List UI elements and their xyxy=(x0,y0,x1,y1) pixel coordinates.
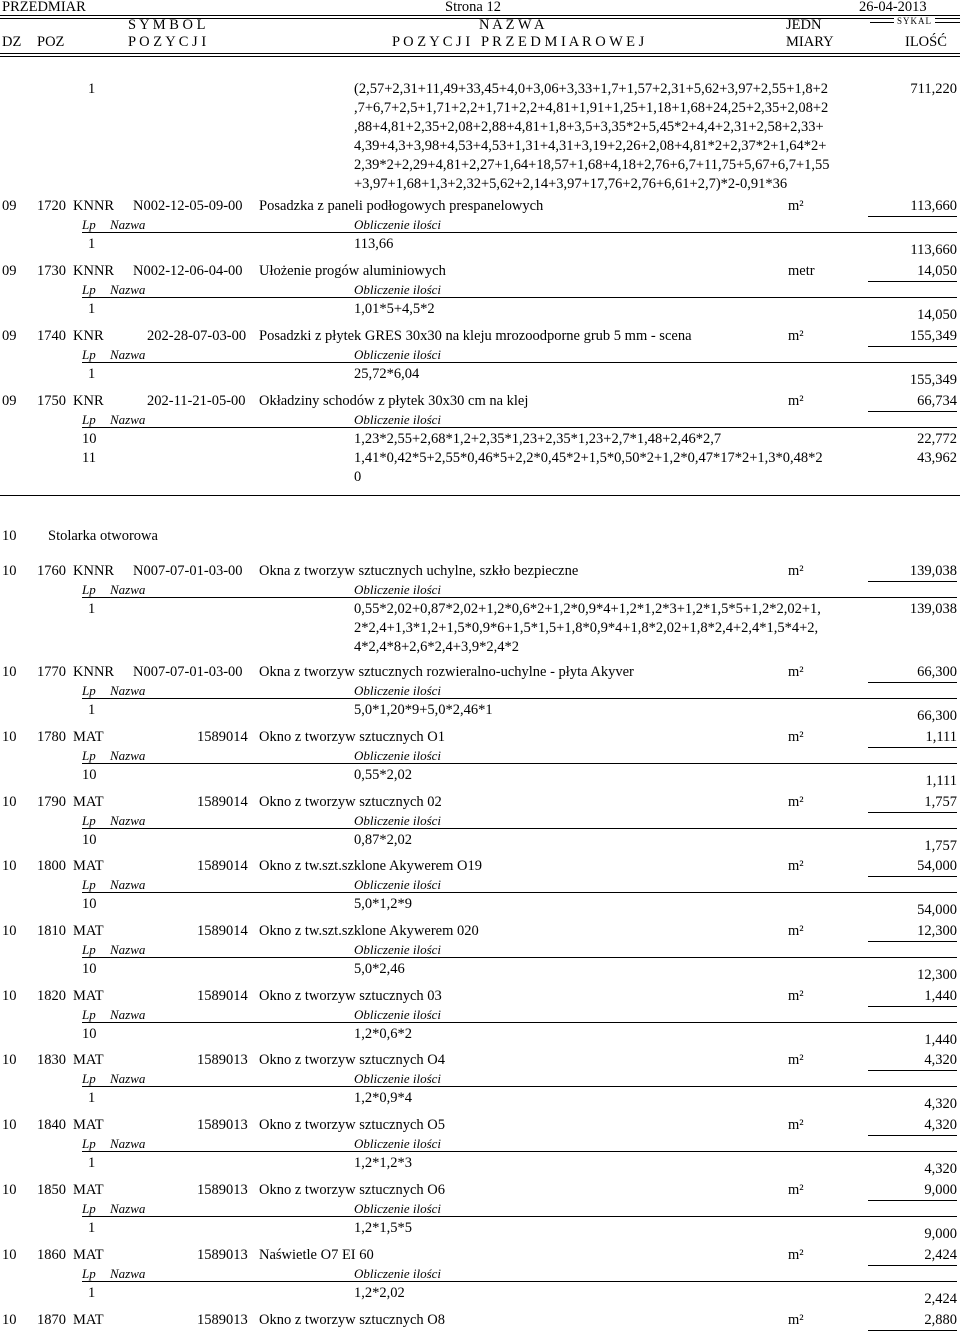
item-dz: 09 xyxy=(2,328,17,344)
item-poz: 1740 xyxy=(37,328,66,344)
item-code: 1589013 xyxy=(197,1182,248,1198)
item-poz: 1800 xyxy=(37,858,66,874)
calc-label-lp: Lp xyxy=(82,1007,96,1022)
calc-label-nazwa: Nazwa xyxy=(110,748,146,763)
total-underline xyxy=(868,1135,957,1136)
item-name: Okno z tworzyw sztucznych 03 xyxy=(259,988,442,1004)
item-code: N007-07-01-03-00 xyxy=(133,563,243,579)
calc-label-nazwa: Nazwa xyxy=(110,282,146,297)
calc-label-obliczenie: Obliczenie ilości xyxy=(354,877,442,892)
item-dz: 10 xyxy=(2,988,17,1004)
item-name: Okładziny schodów z płytek 30x30 cm na klej xyxy=(259,393,529,409)
calc-expression-line: +3,97+1,68+1,3+2,32+5,62+2,14+3,97+17,76+2,76+6,61+2,7)*2-0,91*36 xyxy=(354,176,788,192)
header-bottom-rule xyxy=(0,53,960,57)
calc-value: 9,000 xyxy=(924,1226,957,1242)
item-source: KNNR xyxy=(73,198,115,214)
item-source: KNR xyxy=(73,328,104,344)
calc-expression-line: ,7+6,7+2,5+1,71+2,2+1,71+2,2+4,81+1,91+1,25+1,18+1,68+24,25+2,35+2,08+2 xyxy=(354,100,829,116)
total-underline xyxy=(868,581,957,582)
item-total: 4,320 xyxy=(924,1117,957,1133)
calc-label-lp: Lp xyxy=(82,347,96,362)
item-code: 1589014 xyxy=(197,858,248,874)
calc-expression-line: 0,55*2,02 xyxy=(354,767,412,783)
calc-value: 4,320 xyxy=(924,1161,957,1177)
calc-expression-line: 0 xyxy=(354,469,362,485)
total-underline xyxy=(868,216,957,217)
calc-label-nazwa: Nazwa xyxy=(110,1136,146,1151)
section-title: Stolarka otworowa xyxy=(48,528,158,544)
item-source: KNNR xyxy=(73,263,115,279)
col-header-symbol: S Y M B O L xyxy=(128,17,206,33)
calc-label-obliczenie: Obliczenie ilości xyxy=(354,683,442,698)
calc-label-obliczenie: Obliczenie ilości xyxy=(354,582,442,597)
item-name: Okno z tw.szt.szklone Akywerem O19 xyxy=(259,858,482,874)
calc-label-obliczenie: Obliczenie ilości xyxy=(354,282,442,297)
item-name: Okno z tworzyw sztucznych O4 xyxy=(259,1052,446,1068)
calc-label-nazwa: Nazwa xyxy=(110,582,146,597)
item-poz: 1810 xyxy=(37,923,66,939)
item-total: 14,050 xyxy=(917,263,957,279)
calc-value: 1,440 xyxy=(924,1032,957,1048)
calc-label-lp: Lp xyxy=(82,877,96,892)
item-total: 2,880 xyxy=(924,1312,957,1328)
calc-lp: 1 xyxy=(88,366,96,382)
item-code: 1589014 xyxy=(197,988,248,1004)
total-underline xyxy=(868,941,957,942)
item-source: MAT xyxy=(73,1247,104,1263)
calc-label-lp: Lp xyxy=(82,683,96,698)
document-title: PRZEDMIAR xyxy=(2,0,86,15)
section-number: 10 xyxy=(2,528,17,544)
calc-label-lp: Lp xyxy=(82,1071,96,1086)
calc-label-lp: Lp xyxy=(82,1136,96,1151)
total-underline xyxy=(868,812,957,813)
calc-expression-line: 1,41*0,42*5+2,55*0,46*5+2,2*0,45*2+1,5*0,50*2+1,2*0,47*17*2+1,3*0,48*2 xyxy=(354,450,823,466)
item-total: 9,000 xyxy=(924,1182,957,1198)
calc-lp: 10 xyxy=(82,896,97,912)
item-dz: 10 xyxy=(2,1052,17,1068)
item-unit: m² xyxy=(788,923,804,939)
item-dz: 10 xyxy=(2,1312,17,1328)
calc-label-lp: Lp xyxy=(82,282,96,297)
item-poz: 1870 xyxy=(37,1312,66,1328)
item-poz: 1860 xyxy=(37,1247,66,1263)
calc-expression-line: 1,23*2,55+2,68*1,2+2,35*1,23+2,35*1,23+2,7*1,48+2,46*2,7 xyxy=(354,431,722,447)
calc-header-rule xyxy=(82,763,957,764)
item-poz: 1780 xyxy=(37,729,66,745)
calc-expression-line: (2,57+2,31+11,49+33,45+4,0+3,06+3,33+1,7+1,57+2,31+5,62+3,97+2,55+1,8+2 xyxy=(354,81,829,97)
calc-label-obliczenie: Obliczenie ilości xyxy=(354,347,442,362)
calc-value: 155,349 xyxy=(909,372,957,388)
item-source: KNNR xyxy=(73,664,115,680)
calc-expression-line: ,88+4,81+2,35+2,08+2,88+4,81+1,8+3,5+3,35*2+5,45*2+4,4+2,31+2,58+2,33+ xyxy=(354,119,824,135)
col-header-ilosc: ILOŚĆ xyxy=(905,34,947,50)
calc-lp: 1 xyxy=(88,1220,96,1236)
item-code: 1589013 xyxy=(197,1052,248,1068)
calc-lp: 1 xyxy=(88,1090,96,1106)
calc-lp: 1 xyxy=(88,301,96,317)
item-source: KNR xyxy=(73,393,104,409)
calc-header-rule xyxy=(82,597,957,598)
calc-lp: 10 xyxy=(82,832,97,848)
item-total: 2,424 xyxy=(924,1247,957,1263)
calc-lp: 1 xyxy=(88,702,96,718)
item-source: MAT xyxy=(73,1052,104,1068)
item-source: MAT xyxy=(73,923,104,939)
item-code: N002-12-05-09-00 xyxy=(133,198,243,214)
calc-lp: 10 xyxy=(82,431,97,447)
item-dz: 10 xyxy=(2,794,17,810)
calc-expression-line: 2,39*2+2,29+4,81+2,27+1,64+18,57+1,68+4,18+2,76+6,7+11,75+5,67+6,7+1,55 xyxy=(354,157,830,173)
total-underline xyxy=(868,411,957,412)
calc-header-rule xyxy=(82,1022,957,1023)
calc-lp: 1 xyxy=(88,601,96,617)
item-unit: m² xyxy=(788,393,804,409)
calc-header-rule xyxy=(82,828,957,829)
item-unit: m² xyxy=(788,563,804,579)
item-poz: 1730 xyxy=(37,263,66,279)
calc-header-rule xyxy=(82,297,957,298)
item-poz: 1790 xyxy=(37,794,66,810)
item-poz: 1770 xyxy=(37,664,66,680)
item-unit: m² xyxy=(788,858,804,874)
calc-label-nazwa: Nazwa xyxy=(110,1007,146,1022)
item-source: MAT xyxy=(73,794,104,810)
calc-label-lp: Lp xyxy=(82,582,96,597)
calc-expression-line: 4,39+4,3+3,98+4,53+4,53+1,31+4,31+3,19+2,26+2,08+4,81*2+2,37*2+1,64*2+ xyxy=(354,138,827,154)
total-underline xyxy=(868,682,957,683)
calc-expression-line: 5,0*1,20*9+5,0*2,46*1 xyxy=(354,702,493,718)
calc-label-nazwa: Nazwa xyxy=(110,347,146,362)
item-unit: m² xyxy=(788,664,804,680)
calc-value: 113,660 xyxy=(910,242,957,258)
item-dz: 10 xyxy=(2,1117,17,1133)
item-code: 1589013 xyxy=(197,1247,248,1263)
col-header-miary: MIARY xyxy=(786,34,834,50)
item-unit: m² xyxy=(788,198,804,214)
calc-header-rule xyxy=(82,957,957,958)
col-header-pozycji: P O Z Y C J I xyxy=(128,34,207,50)
col-header-jedn: JEDN xyxy=(786,17,822,33)
item-unit: m² xyxy=(788,1182,804,1198)
calc-expression-line: 5,0*1,2*9 xyxy=(354,896,412,912)
calc-header-rule xyxy=(82,232,957,233)
calc-label-obliczenie: Obliczenie ilości xyxy=(354,1071,442,1086)
item-dz: 10 xyxy=(2,923,17,939)
calc-label-obliczenie: Obliczenie ilości xyxy=(354,813,442,828)
calc-label-obliczenie: Obliczenie ilości xyxy=(354,217,442,232)
calc-label-nazwa: Nazwa xyxy=(110,1266,146,1281)
item-poz: 1720 xyxy=(37,198,66,214)
item-name: Okna z tworzyw sztucznych rozwieralno-uchylne - płyta Akyver xyxy=(259,664,634,680)
calc-label-nazwa: Nazwa xyxy=(110,1201,146,1216)
total-underline xyxy=(868,1006,957,1007)
item-name: Okna z tworzyw sztucznych uchylne, szkło bezpieczne xyxy=(259,563,579,579)
item-name: Ułożenie progów aluminiowych xyxy=(259,263,446,279)
calc-header-rule xyxy=(82,698,957,699)
item-total: 155,349 xyxy=(909,328,957,344)
item-code: 1589014 xyxy=(197,923,248,939)
item-unit: m² xyxy=(788,328,804,344)
calc-label-lp: Lp xyxy=(82,412,96,427)
calc-label-lp: Lp xyxy=(82,748,96,763)
calc-expression-line: 5,0*2,46 xyxy=(354,961,405,977)
item-code: N002-12-06-04-00 xyxy=(133,263,243,279)
calc-lp: 10 xyxy=(82,767,97,783)
calc-label-lp: Lp xyxy=(82,217,96,232)
item-name: Okno z tworzyw sztucznych O1 xyxy=(259,729,446,745)
calc-label-obliczenie: Obliczenie ilości xyxy=(354,748,442,763)
col-header-pozycji-przedmiarowej: P O Z Y C J I P R Z E D M I A R O W E J xyxy=(392,34,645,50)
item-source: MAT xyxy=(73,858,104,874)
calc-value: 43,962 xyxy=(917,450,957,466)
item-unit: m² xyxy=(788,794,804,810)
total-underline xyxy=(868,346,957,347)
calc-label-lp: Lp xyxy=(82,813,96,828)
total-underline xyxy=(868,747,957,748)
calc-expression-line: 113,66 xyxy=(354,236,394,252)
calc-lp: 11 xyxy=(82,450,96,466)
item-code: 1589013 xyxy=(197,1117,248,1133)
calc-label-obliczenie: Obliczenie ilości xyxy=(354,1266,442,1281)
calc-header-rule xyxy=(82,1281,957,1282)
item-dz: 09 xyxy=(2,393,17,409)
item-dz: 09 xyxy=(2,263,17,279)
item-name: Okno z tworzyw sztucznych 02 xyxy=(259,794,442,810)
item-poz: 1850 xyxy=(37,1182,66,1198)
section-separator xyxy=(0,495,960,496)
item-code: 202-28-07-03-00 xyxy=(147,328,247,344)
calc-expression-line: 1,2*1,5*5 xyxy=(354,1220,412,1236)
calc-header-rule xyxy=(82,1216,957,1217)
calc-label-nazwa: Nazwa xyxy=(110,1071,146,1086)
col-header-nazwa: N A Z W A xyxy=(479,17,545,33)
calc-lp: 1 xyxy=(88,236,96,252)
calc-expression-line: 4*2,4*8+2,6*2,4+3,9*2,4*2 xyxy=(354,639,519,655)
calc-header-rule xyxy=(82,427,957,428)
item-name: Okno z tw.szt.szklone Akywerem 020 xyxy=(259,923,479,939)
item-total: 66,300 xyxy=(917,664,957,680)
item-source: MAT xyxy=(73,1182,104,1198)
calc-label-nazwa: Nazwa xyxy=(110,813,146,828)
calc-label-nazwa: Nazwa xyxy=(110,217,146,232)
calc-expression-line: 1,2*2,02 xyxy=(354,1285,405,1301)
calc-label-nazwa: Nazwa xyxy=(110,683,146,698)
item-unit: m² xyxy=(788,1247,804,1263)
item-unit: m² xyxy=(788,1052,804,1068)
calc-lp: 1 xyxy=(88,1285,96,1301)
item-source: MAT xyxy=(73,1312,104,1328)
calc-lp: 10 xyxy=(82,1026,97,1042)
item-poz: 1830 xyxy=(37,1052,66,1068)
calc-value: 2,424 xyxy=(924,1291,957,1307)
item-total: 4,320 xyxy=(924,1052,957,1068)
calc-header-rule xyxy=(82,892,957,893)
calc-lp: 10 xyxy=(82,961,97,977)
item-name: Posadzki z płytek GRES 30x30 na kleju mrozoodporne grub 5 mm - scena xyxy=(259,328,692,344)
item-source: MAT xyxy=(73,729,104,745)
item-unit: m² xyxy=(788,1312,804,1328)
calc-lp: 1 xyxy=(88,81,96,97)
item-source: MAT xyxy=(73,1117,104,1133)
calc-header-rule xyxy=(82,1151,957,1152)
item-poz: 1760 xyxy=(37,563,66,579)
item-poz: 1750 xyxy=(37,393,66,409)
item-poz: 1820 xyxy=(37,988,66,1004)
item-dz: 10 xyxy=(2,1247,17,1263)
calc-label-lp: Lp xyxy=(82,942,96,957)
calc-value: 66,300 xyxy=(917,708,957,724)
calc-expression-line: 1,2*0,9*4 xyxy=(354,1090,412,1106)
calc-value: 711,220 xyxy=(910,81,957,97)
calc-value: 139,038 xyxy=(909,601,957,617)
item-unit: m² xyxy=(788,1117,804,1133)
calc-expression-line: 25,72*6,04 xyxy=(354,366,420,382)
item-code: 202-11-21-05-00 xyxy=(147,393,246,409)
item-poz: 1840 xyxy=(37,1117,66,1133)
item-total: 54,000 xyxy=(917,858,957,874)
sykal-label: SYKAL xyxy=(894,17,935,26)
item-unit: metr xyxy=(788,263,815,279)
item-name: Okno z tworzyw sztucznych O5 xyxy=(259,1117,446,1133)
item-name: Okno z tworzyw sztucznych O8 xyxy=(259,1312,446,1328)
calc-label-lp: Lp xyxy=(82,1266,96,1281)
calc-value: 54,000 xyxy=(917,902,957,918)
item-total: 113,660 xyxy=(910,198,957,214)
item-name: Okno z tworzyw sztucznych O6 xyxy=(259,1182,446,1198)
calc-value: 12,300 xyxy=(917,967,957,983)
calc-expression-line: 1,2*1,2*3 xyxy=(354,1155,412,1171)
item-source: KNNR xyxy=(73,563,115,579)
item-source: MAT xyxy=(73,988,104,1004)
total-underline xyxy=(868,1070,957,1071)
total-underline xyxy=(868,281,957,282)
total-underline xyxy=(868,1265,957,1266)
item-code: 1589014 xyxy=(197,729,248,745)
item-name: Naświetle O7 EI 60 xyxy=(259,1247,374,1263)
calc-expression-line: 1,01*5+4,5*2 xyxy=(354,301,435,317)
page-number: Strona 12 xyxy=(445,0,501,15)
item-dz: 10 xyxy=(2,563,17,579)
item-unit: m² xyxy=(788,729,804,745)
calc-value: 22,772 xyxy=(917,431,957,447)
calc-label-nazwa: Nazwa xyxy=(110,942,146,957)
calc-label-lp: Lp xyxy=(82,1201,96,1216)
calc-label-nazwa: Nazwa xyxy=(110,412,146,427)
calc-expression-line: 1,2*0,6*2 xyxy=(354,1026,412,1042)
item-dz: 10 xyxy=(2,729,17,745)
item-dz: 10 xyxy=(2,858,17,874)
item-total: 139,038 xyxy=(909,563,957,579)
calc-lp: 1 xyxy=(88,1155,96,1171)
calc-value: 1,111 xyxy=(925,773,957,789)
item-name: Posadzka z paneli podłogowych prespanelowych xyxy=(259,198,544,214)
total-underline xyxy=(868,876,957,877)
item-dz: 10 xyxy=(2,664,17,680)
item-code: N007-07-01-03-00 xyxy=(133,664,243,680)
calc-expression-line: 0,55*2,02+0,87*2,02+1,2*0,6*2+1,2*0,9*4+1,2*1,2*3+1,2*1,5*5+1,2*2,02+1, xyxy=(354,601,821,617)
item-total: 1,440 xyxy=(924,988,957,1004)
calc-header-rule xyxy=(82,362,957,363)
total-underline xyxy=(868,1200,957,1201)
item-total: 66,734 xyxy=(917,393,957,409)
calc-header-rule xyxy=(82,1086,957,1087)
item-unit: m² xyxy=(788,988,804,1004)
calc-value: 1,757 xyxy=(924,838,957,854)
calc-value: 4,320 xyxy=(924,1096,957,1112)
calc-expression-line: 2*2,4+1,3*1,2+1,5*0,9*6+1,5*1,5+1,8*0,9*4+1,8*2,02+1,8*2,4+2,4*1,5*4+2, xyxy=(354,620,819,636)
calc-label-obliczenie: Obliczenie ilości xyxy=(354,1007,442,1022)
calc-expression-line: 0,87*2,02 xyxy=(354,832,412,848)
item-code: 1589013 xyxy=(197,1312,248,1328)
item-code: 1589014 xyxy=(197,794,248,810)
calc-value: 14,050 xyxy=(917,307,957,323)
calc-label-obliczenie: Obliczenie ilości xyxy=(354,412,442,427)
col-header-poz: POZ xyxy=(37,34,65,50)
calc-label-obliczenie: Obliczenie ilości xyxy=(354,942,442,957)
calc-label-nazwa: Nazwa xyxy=(110,877,146,892)
item-total: 12,300 xyxy=(917,923,957,939)
item-dz: 09 xyxy=(2,198,17,214)
calc-label-obliczenie: Obliczenie ilości xyxy=(354,1201,442,1216)
col-header-dz: DZ xyxy=(2,34,22,50)
item-total: 1,111 xyxy=(925,729,957,745)
print-date: 26-04-2013 xyxy=(859,0,927,15)
calc-label-obliczenie: Obliczenie ilości xyxy=(354,1136,442,1151)
item-dz: 10 xyxy=(2,1182,17,1198)
item-total: 1,757 xyxy=(924,794,957,810)
